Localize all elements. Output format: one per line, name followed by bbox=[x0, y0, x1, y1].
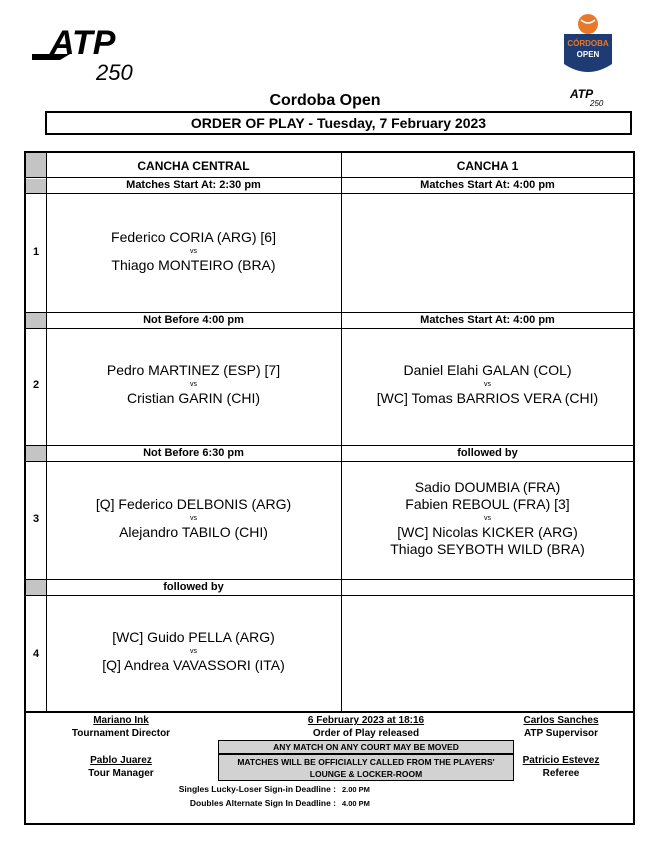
match-r4-central bbox=[46, 629, 341, 674]
vs-label: vs bbox=[190, 381, 197, 388]
vs-label: vs bbox=[484, 515, 491, 522]
row-number-4: 4 bbox=[32, 648, 40, 660]
logo-word-1: CÓRDOBA bbox=[567, 39, 609, 48]
match-r2-court1 bbox=[342, 362, 633, 407]
match-r2-central bbox=[46, 362, 341, 407]
notice-called: MATCHES WILL BE OFFICIALLY CALLED FROM THE PLAYERS' LOUNGE & LOCKER-ROOM bbox=[218, 754, 514, 781]
court-header-central: CANCHA CENTRAL bbox=[137, 159, 250, 173]
notice-moved: ANY MATCH ON ANY COURT MAY BE MOVED bbox=[218, 740, 514, 754]
row-number-2: 2 bbox=[32, 379, 40, 391]
vs-label: vs bbox=[190, 515, 197, 522]
player: Thiago SEYBOTH WILD (BRA) bbox=[390, 541, 585, 557]
player: Cristian GARIN (CHI) bbox=[126, 390, 260, 406]
vs-label: vs bbox=[190, 648, 197, 655]
time-r3-central: Not Before 6:30 pm bbox=[143, 447, 244, 459]
vs-label: vs bbox=[190, 248, 197, 255]
row-number-1: 1 bbox=[32, 246, 40, 258]
atp-small-text: ATP bbox=[570, 87, 594, 101]
doubles-deadline-label: Doubles Alternate Sign In Deadline : bbox=[189, 798, 336, 808]
player: [WC] Tomas BARRIOS VERA (CHI) bbox=[376, 390, 599, 406]
cordoba-open-logo bbox=[556, 12, 620, 84]
manager-role: Tour Manager bbox=[88, 768, 154, 779]
referee-role: Referee bbox=[542, 768, 580, 779]
doubles-deadline-value: 4.00 PM bbox=[342, 799, 370, 808]
player: [WC] Nicolas KICKER (ARG) bbox=[397, 524, 578, 540]
atp-250-logo bbox=[30, 24, 160, 84]
player: Thiago MONTEIRO (BRA) bbox=[111, 257, 276, 273]
director-role: Tournament Director bbox=[71, 728, 171, 739]
supervisor-role: ATP Supervisor bbox=[523, 728, 599, 739]
corner-cell bbox=[26, 153, 46, 177]
atp-small-sub: 250 bbox=[590, 99, 604, 108]
logo-word-2: OPEN bbox=[576, 50, 600, 59]
row-number-3: 3 bbox=[32, 513, 40, 525]
time-r2-court1: Matches Start At: 4:00 pm bbox=[420, 314, 555, 326]
vs-label: vs bbox=[484, 381, 491, 388]
singles-deadline-label: Singles Lucky-Loser Sign-in Deadline : bbox=[178, 784, 336, 794]
schedule-grid bbox=[24, 151, 635, 713]
player: Alejandro TABILO (CHI) bbox=[119, 524, 268, 540]
atp-logo-sub: 250 bbox=[96, 60, 133, 84]
time-r1-central: Matches Start At: 2:30 pm bbox=[126, 179, 261, 191]
order-of-play-title: ORDER OF PLAY - Tuesday, 7 February 2023 bbox=[45, 111, 632, 135]
supervisor-name: Carlos Sanches bbox=[523, 715, 599, 726]
player: [Q] Andrea VAVASSORI (ITA) bbox=[102, 657, 285, 673]
footer-panel bbox=[24, 711, 635, 825]
time-r3-court1: followed by bbox=[457, 447, 518, 459]
manager-name: Pablo Juarez bbox=[90, 755, 152, 766]
match-r3-central bbox=[46, 496, 341, 541]
referee-name: Patricio Estevez bbox=[522, 755, 600, 766]
court-header-1: CANCHA 1 bbox=[456, 159, 519, 173]
time-r1-court1: Matches Start At: 4:00 pm bbox=[420, 179, 555, 191]
event-title: Cordoba Open bbox=[269, 92, 381, 109]
player: Federico CORIA (ARG) [6] bbox=[111, 229, 276, 245]
released-label: Order of Play released bbox=[312, 728, 420, 739]
time-r2-central: Not Before 4:00 pm bbox=[143, 314, 244, 326]
time-r4-central: followed by bbox=[163, 581, 224, 593]
atp-logo-text: ATP bbox=[50, 24, 116, 62]
player: Pedro MARTINEZ (ESP) [7] bbox=[106, 362, 281, 378]
player: Sadio DOUMBIA (FRA) bbox=[414, 479, 561, 495]
player: Fabien REBOUL (FRA) [3] bbox=[405, 496, 570, 512]
player: Daniel Elahi GALAN (COL) bbox=[403, 362, 572, 378]
player: [WC] Guido PELLA (ARG) bbox=[112, 629, 275, 645]
singles-deadline-value: 2.00 PM bbox=[342, 785, 370, 794]
match-r3-court1 bbox=[342, 479, 633, 558]
player: [Q] Federico DELBONIS (ARG) bbox=[95, 496, 292, 512]
match-r1-central bbox=[46, 229, 341, 274]
director-name: Mariano Ink bbox=[93, 715, 149, 726]
released-date: 6 February 2023 at 18:16 bbox=[307, 715, 425, 726]
